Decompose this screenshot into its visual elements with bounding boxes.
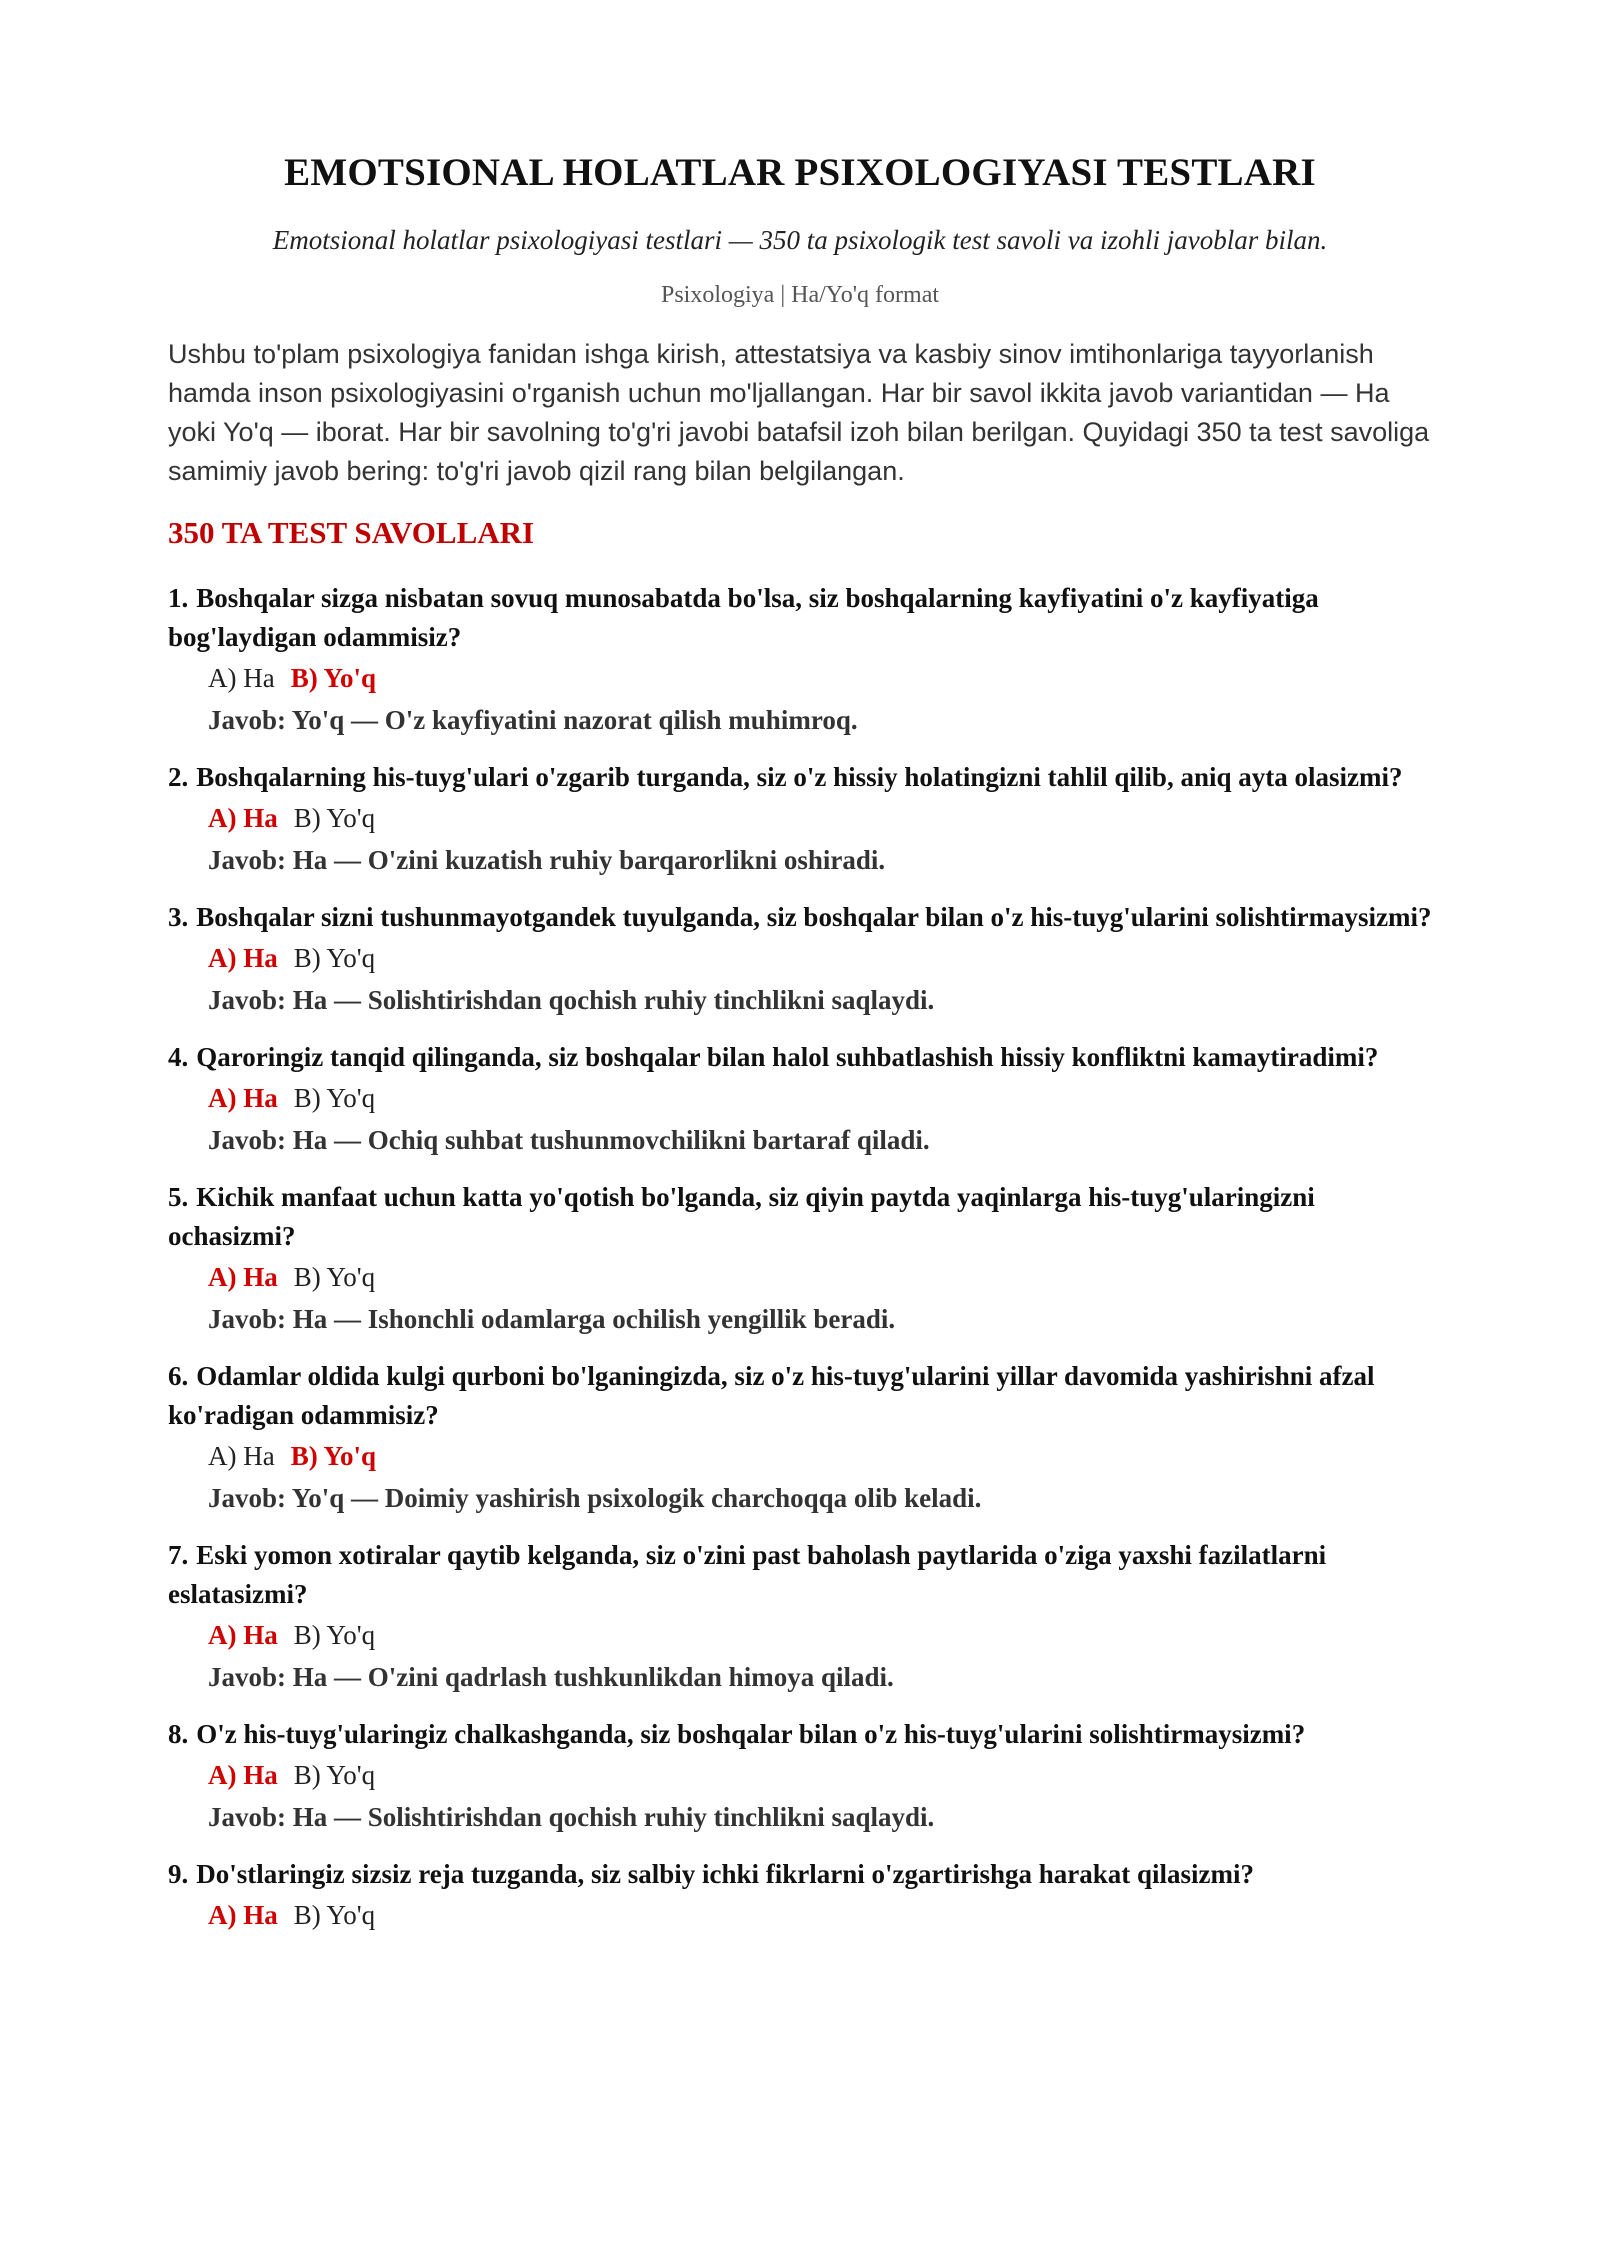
category-meta: Psixologiya | Ha/Yo'q format <box>660 282 940 308</box>
option-a-correct: A) Ha <box>208 1620 278 1650</box>
question-number: 5. <box>168 1182 189 1212</box>
answer-explanation: Javob: Ha — Solishtirishdan qochish ruhiy tinchlikni saqlaydi. <box>208 1802 935 1832</box>
option-b-correct: B) Yo'q <box>290 663 377 693</box>
answer-options <box>168 1894 1432 1936</box>
option-b: B) Yo'q <box>293 1760 376 1790</box>
option-b: B) Yo'q <box>293 943 376 973</box>
answer-explanation: Javob: Yo'q — O'z kayfiyatini nazorat qilish muhimroq. <box>208 705 858 735</box>
question-item <box>168 1855 1432 1936</box>
question-text <box>168 1357 1432 1435</box>
answer-explanation: Javob: Ha — Ochiq suhbat tushunmovchilikni bartaraf qiladi. <box>208 1125 930 1155</box>
answer-options <box>168 1614 1432 1656</box>
answer-options <box>168 937 1432 979</box>
page-title: EMOTSIONAL HOLATLAR PSIXOLOGIYASI TESTLARI <box>284 151 1316 194</box>
option-b: B) Yo'q <box>293 1083 376 1113</box>
intro-paragraph: Ushbu to'plam psixologiya fanidan ishga kirish, attestatsiya va kasbiy sinov imtihonlariga tayyorlanish hamda inson psixologiyasini o'rganish uchun mo'ljallangan. Har bir savol ikkita javob variantidan — Ha yoki Yo'q — iborat. Har bir savolning to'g'ri javobi batafsil izoh bilan berilgan. Quyidagi 350 ta test savoliga samimiy javob bering: to'g'ri javob qizil rang bilan belgilangan. <box>168 339 1430 486</box>
question-text <box>168 1715 1432 1754</box>
question-body: Boshqalar sizni tushunmayotgandek tuyulganda, siz boshqalar bilan o'z his-tuyg'ularini solishtirmaysizmi? <box>196 902 1432 932</box>
question-number: 1. <box>168 583 189 613</box>
option-a: A) Ha <box>208 663 275 693</box>
question-item <box>168 1536 1432 1698</box>
answer-explanation: Javob: Ha — Solishtirishdan qochish ruhiy tinchlikni saqlaydi. <box>208 985 935 1015</box>
answer-options <box>168 1435 1432 1477</box>
answer-explanation: Javob: Ha — O'zini qadrlash tushkunlikdan himoya qiladi. <box>208 1662 894 1692</box>
question-text <box>168 1536 1432 1614</box>
section-heading: 350 TA TEST SAVOLLARI <box>168 515 535 550</box>
option-a-correct: A) Ha <box>208 1900 278 1930</box>
answer-explanation: Javob: Ha — Ishonchli odamlarga ochilish yengillik beradi. <box>208 1304 896 1334</box>
question-body: Kichik manfaat uchun katta yo'qotish bo'lganda, siz qiyin paytda yaqinlarga his-tuyg'ularingizni ochasizmi? <box>168 1182 1315 1251</box>
question-item <box>168 1357 1432 1519</box>
question-body: Boshqalarning his-tuyg'ulari o'zgarib turganda, siz o'z hissiy holatingizni tahlil qilib, aniq ayta olasizmi? <box>196 762 1403 792</box>
answer-options <box>168 1256 1432 1298</box>
question-item <box>168 758 1432 881</box>
question-body: Qaroringiz tanqid qilinganda, siz boshqalar bilan halol suhbatlashish hissiy konfliktni kamaytiradimi? <box>196 1042 1379 1072</box>
option-b: B) Yo'q <box>293 803 376 833</box>
question-body: Do'stlaringiz sizsiz reja tuzganda, siz salbiy ichki fikrlarni o'zgartirishga harakat qilasizmi? <box>196 1859 1254 1889</box>
option-a-correct: A) Ha <box>208 1262 278 1292</box>
option-a: A) Ha <box>208 1441 275 1471</box>
answer-options <box>168 797 1432 839</box>
question-number: 9. <box>168 1859 189 1889</box>
question-item <box>168 1178 1432 1340</box>
question-text <box>168 1038 1432 1077</box>
question-body: Boshqalar sizga nisbatan sovuq munosabatda bo'lsa, siz boshqalarning kayfiyatini o'z kayfiyatiga bog'laydigan odammisiz? <box>168 583 1319 652</box>
question-number: 7. <box>168 1540 189 1570</box>
option-b: B) Yo'q <box>293 1620 376 1650</box>
option-b: B) Yo'q <box>293 1262 376 1292</box>
question-item <box>168 1715 1432 1838</box>
question-item <box>168 1038 1432 1161</box>
question-text <box>168 1855 1432 1894</box>
answer-explanation: Javob: Yo'q — Doimiy yashirish psixologik charchoqqa olib keladi. <box>208 1483 982 1513</box>
answer-options <box>168 657 1432 699</box>
question-text <box>168 1178 1432 1256</box>
question-body: Eski yomon xotiralar qaytib kelganda, siz o'zini past baholash paytlarida o'ziga yaxshi fazilatlarni eslatasizmi? <box>168 1540 1327 1609</box>
question-number: 4. <box>168 1042 189 1072</box>
answer-options <box>168 1754 1432 1796</box>
question-number: 6. <box>168 1361 189 1391</box>
question-number: 8. <box>168 1719 189 1749</box>
question-body: Odamlar oldida kulgi qurboni bo'lganingizda, siz o'z his-tuyg'ularini yillar davomida yashirishni afzal ko'radigan odammisiz? <box>168 1361 1375 1430</box>
question-text <box>168 898 1432 937</box>
option-a-correct: A) Ha <box>208 943 278 973</box>
page-subtitle: Emotsional holatlar psixologiyasi testlari — 350 ta psixologik test savoli va izohli javoblar bilan. <box>272 225 1328 255</box>
question-list <box>168 579 1432 1936</box>
question-item <box>168 898 1432 1021</box>
question-body: O'z his-tuyg'ularingiz chalkashganda, siz boshqalar bilan o'z his-tuyg'ularini solishtirmaysizmi? <box>196 1719 1306 1749</box>
answer-explanation: Javob: Ha — O'zini kuzatish ruhiy barqarorlikni oshiradi. <box>208 845 886 875</box>
option-a-correct: A) Ha <box>208 1083 278 1113</box>
question-item <box>168 579 1432 741</box>
question-number: 2. <box>168 762 189 792</box>
option-b: B) Yo'q <box>293 1900 376 1930</box>
question-text <box>168 758 1432 797</box>
answer-options <box>168 1077 1432 1119</box>
question-number: 3. <box>168 902 189 932</box>
option-a-correct: A) Ha <box>208 1760 278 1790</box>
question-text <box>168 579 1432 657</box>
option-a-correct: A) Ha <box>208 803 278 833</box>
option-b-correct: B) Yo'q <box>290 1441 377 1471</box>
